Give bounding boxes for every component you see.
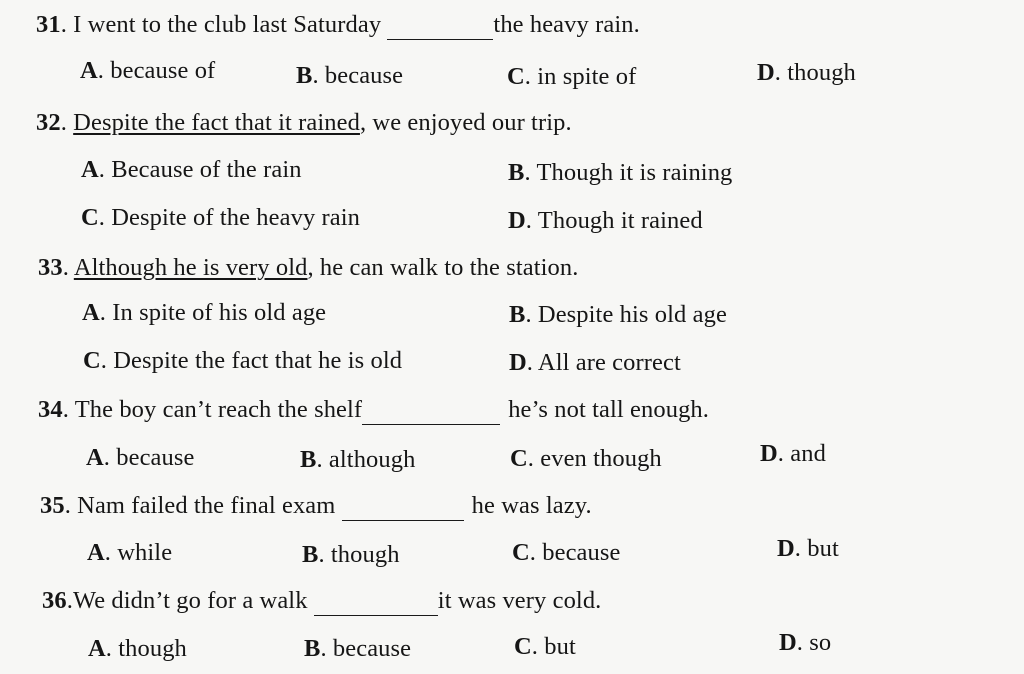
option-text: . because <box>320 635 412 662</box>
question-35-option-b[interactable] <box>302 540 400 570</box>
question-34-option-a[interactable] <box>86 443 194 473</box>
option-letter: B <box>508 159 525 186</box>
option-letter: B <box>302 541 319 568</box>
question-31-stem <box>36 10 640 40</box>
stem-text: We didn’t go for a walk <box>72 587 314 614</box>
option-letter: A <box>87 539 105 566</box>
option-letter: D <box>757 59 775 86</box>
stem-text-after: the heavy rain. <box>493 11 640 38</box>
question-32-option-b[interactable] <box>508 158 732 188</box>
option-text: . All are correct <box>526 349 681 376</box>
option-text: . Though it is raining <box>524 159 733 186</box>
answer-blank[interactable] <box>387 15 493 40</box>
stem-text-after: , he can walk to the station. <box>307 254 579 281</box>
option-text: . because <box>103 444 195 471</box>
question-number-dot: . <box>60 11 67 38</box>
option-text: . though <box>318 541 400 568</box>
question-number: 33 <box>38 254 63 281</box>
option-text: . while <box>104 539 173 566</box>
question-32-option-d[interactable] <box>508 206 703 236</box>
question-33-option-b[interactable] <box>509 300 727 330</box>
question-number-dot: . <box>62 396 69 423</box>
stem-text-after: it was very cold. <box>437 587 602 614</box>
option-letter: D <box>777 535 795 562</box>
option-letter: C <box>510 445 528 472</box>
option-text: . In spite of his old age <box>99 299 327 326</box>
option-text: . though <box>105 635 187 662</box>
question-number-dot: . <box>62 254 69 281</box>
question-number: 36 <box>42 587 67 614</box>
question-36-option-a[interactable] <box>88 634 187 664</box>
option-letter: C <box>81 204 99 231</box>
underlined-phrase: Although he is very old <box>73 254 308 281</box>
question-31-option-d[interactable] <box>757 58 856 88</box>
question-number-dot: . <box>64 492 71 519</box>
option-text: . even though <box>527 445 662 472</box>
stem-text: The boy can’t reach the shelf <box>68 396 363 423</box>
option-text: . but <box>531 633 576 660</box>
option-text: . but <box>794 535 839 562</box>
question-35-option-a[interactable] <box>87 538 172 568</box>
question-number: 35 <box>40 492 65 519</box>
option-letter: D <box>760 440 778 467</box>
option-letter: A <box>82 299 100 326</box>
answer-blank[interactable] <box>314 591 438 616</box>
option-letter: A <box>81 156 99 183</box>
stem-text: I went to the club last Saturday <box>66 11 388 38</box>
question-33-stem <box>38 253 578 283</box>
question-31-option-a[interactable] <box>80 56 215 86</box>
question-number-dot: . <box>60 109 67 136</box>
option-letter: B <box>296 62 313 89</box>
option-letter: B <box>304 635 321 662</box>
option-letter: D <box>779 629 797 656</box>
option-text: . because <box>312 62 404 89</box>
question-34-option-d[interactable] <box>760 439 826 469</box>
option-letter: C <box>83 347 101 374</box>
option-letter: D <box>508 207 526 234</box>
option-letter: D <box>509 349 527 376</box>
question-36-option-d[interactable] <box>779 628 831 658</box>
option-text: . Because of the rain <box>98 156 302 183</box>
stem-text: Nam failed the final exam <box>70 492 342 519</box>
option-text: . in spite of <box>524 63 637 90</box>
option-text: . because of <box>97 57 216 84</box>
option-letter: A <box>88 635 106 662</box>
option-letter: C <box>512 539 530 566</box>
answer-blank[interactable] <box>362 400 500 425</box>
question-number: 32 <box>36 109 61 136</box>
question-35-option-c[interactable] <box>512 538 620 568</box>
question-31-option-c[interactable] <box>507 62 636 92</box>
stem-text-after: , we enjoyed our trip. <box>359 109 572 136</box>
underlined-phrase: Despite the fact that it rained <box>73 109 360 136</box>
question-33-option-c[interactable] <box>83 346 402 376</box>
option-text: . Despite of the heavy rain <box>98 204 361 231</box>
question-number: 34 <box>38 396 63 423</box>
option-letter: B <box>509 301 526 328</box>
option-letter: C <box>514 633 532 660</box>
question-number-dot: . <box>66 587 73 614</box>
option-text: . Despite his old age <box>525 301 727 328</box>
stem-text-after: he’s not tall enough. <box>508 396 709 423</box>
question-number: 31 <box>36 11 61 38</box>
option-text: . and <box>777 440 826 467</box>
option-text: . though <box>774 59 856 86</box>
question-32-option-c[interactable] <box>81 203 360 233</box>
question-35-option-d[interactable] <box>777 534 839 564</box>
question-33-option-d[interactable] <box>509 348 681 378</box>
option-text: . Despite the fact that he is old <box>100 347 403 374</box>
option-text: . so <box>796 629 832 656</box>
option-letter: A <box>86 444 104 471</box>
option-text: . Though it rained <box>525 207 703 234</box>
question-36-stem <box>42 586 601 616</box>
question-32-stem <box>36 108 572 138</box>
option-letter: B <box>300 446 317 473</box>
question-33-option-a[interactable] <box>82 298 326 328</box>
option-letter: A <box>80 57 98 84</box>
question-34-option-c[interactable] <box>510 444 662 474</box>
question-32-option-a[interactable] <box>81 155 302 185</box>
question-34-option-b[interactable] <box>300 445 415 475</box>
question-36-option-b[interactable] <box>304 634 411 664</box>
question-34-stem <box>38 395 709 425</box>
option-letter: C <box>507 63 525 90</box>
option-text: . although <box>316 446 416 473</box>
answer-blank[interactable] <box>342 496 464 521</box>
question-31-option-b[interactable] <box>296 61 403 91</box>
question-35-stem <box>40 491 592 521</box>
question-36-option-c[interactable] <box>514 632 576 662</box>
option-text: . because <box>529 539 621 566</box>
stem-text-after: he was lazy. <box>471 492 592 519</box>
